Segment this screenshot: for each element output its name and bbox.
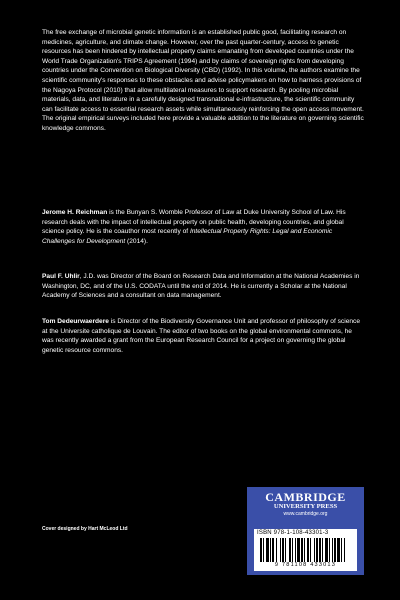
publisher-url: www.cambridge.org bbox=[283, 511, 328, 517]
author-bio-end: (2014). bbox=[125, 237, 148, 245]
author-bio-text: , J.D. was Director of the Board on Research Data and Information at the National Academies in Washington, DC, and of the U.S. CODATA until the end of 2014. He is currently a Scholar at the National Academy of Sciences and a consultant on data management. bbox=[42, 273, 360, 300]
author-name: Tom Dedeurwaerdere bbox=[42, 318, 109, 325]
publisher-name: CAMBRIDGE bbox=[265, 490, 346, 504]
book-description: The free exchange of microbial genetic information is an established public good, facilitating research on medicines, agriculture, and climate change. However, over the past quarter-century, access to genetic resources has been hindered by intellectual property claims emanating from developed countries under the World Trade Organization's TRIPS Agreement (1994) and by claims of sovereign rights from developing countries under the Convention on Biological Diversity (CBD) (1992). In this volume, the authors examine the scientific community's responses to these obstacles and advise policymakers on how to harness provisions of the Nagoya Protocol (2010) that allow multilateral measures to support research. By pooling microbial materials, data, and literature in a carefully designed transnational e-infrastructure, the scientific community can facilitate access to essential research assets while simultaneously reinforcing the open access movement. The original empirical surveys included here provide a valuable addition to the literature on governing scientific knowledge commons. bbox=[42, 29, 364, 132]
barcode-icon bbox=[260, 538, 351, 562]
publisher-subtitle: UNIVERSITY PRESS bbox=[273, 503, 338, 510]
author-name: Paul F. Uhlir bbox=[42, 273, 80, 280]
cover-credit: Cover designed by Hart McLeod Ltd bbox=[42, 526, 128, 532]
barcode-number: 9 781108 433013 bbox=[274, 562, 337, 568]
isbn-label: ISBN 978-1-108-43301-3 bbox=[257, 530, 329, 536]
author-bio-uhlir bbox=[42, 272, 364, 301]
publisher-logo-box bbox=[247, 487, 364, 575]
author-book-title: Intellectual Property Rights: Legal and Economic Challenges for Development bbox=[42, 228, 333, 245]
author-bio-reichman bbox=[42, 208, 364, 246]
isbn-barcode-area bbox=[254, 529, 357, 571]
author-bio-text: is Director of the Biodiversity Governance Unit and professor of philosophy of science at the Universite catholique de Louvain. The editor of two books on the global environmental commons, he was recently awarded a grant from the European Research Council for a project on governing the global genetic resource commons. bbox=[42, 318, 360, 354]
author-bio-text: is the Bunyan S. Womble Professor of Law at Duke University School of Law. His research deals with the impact of intellectual property on public health, developing countries, and global science policy. He is the coauthor most recently of bbox=[42, 209, 346, 236]
author-bio-dedeurwaerdere bbox=[42, 317, 364, 355]
author-name: Jerome H. Reichman bbox=[42, 209, 108, 216]
